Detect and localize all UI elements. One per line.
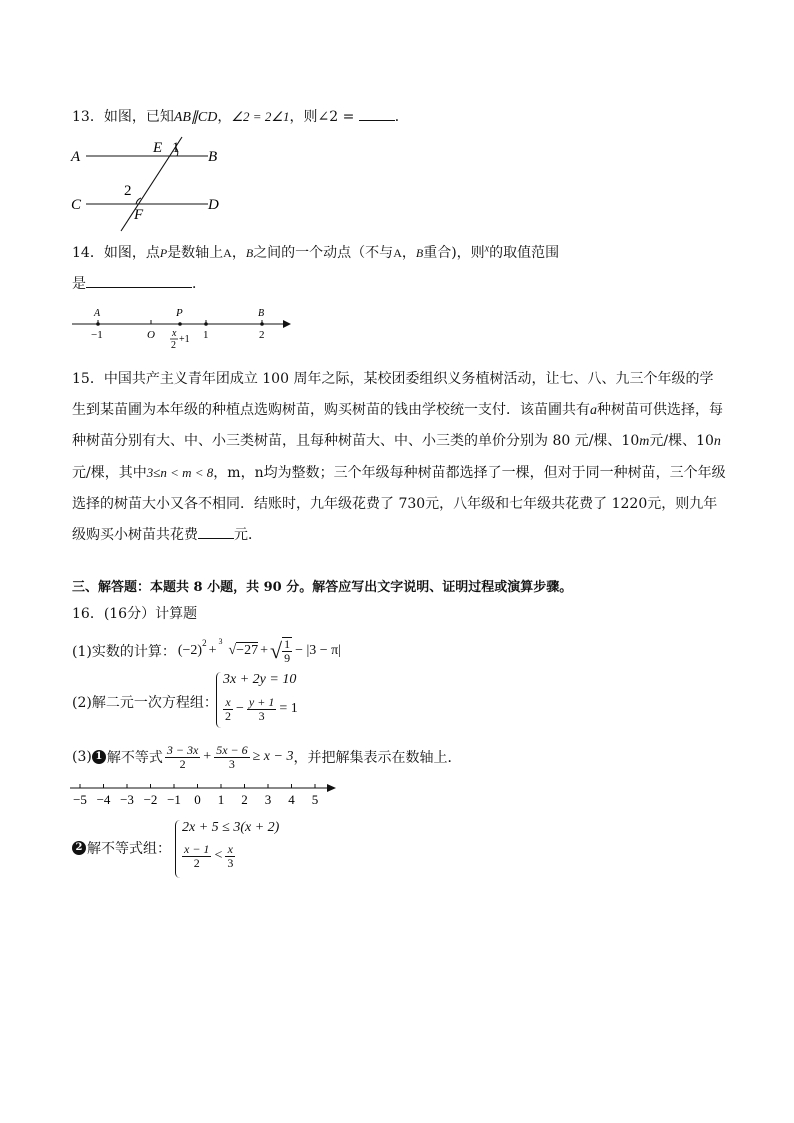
q13-number: 13． <box>72 109 104 125</box>
q16-p2-frac-1-den: 2 <box>225 708 231 723</box>
q16-p1-term-a: (−2) <box>177 643 203 658</box>
q14-var-a-2: A <box>393 246 402 260</box>
radical-sign-icon: √ <box>228 643 237 658</box>
axis-tick-label: 4 <box>288 792 295 807</box>
q15-text-3: 元/棵、10 <box>649 433 714 449</box>
q15-inequality: 3≤n < m < 8 <box>146 465 214 480</box>
axis-tick-label: −3 <box>120 792 134 807</box>
label-A: A <box>71 149 81 165</box>
q16-p1-exponent: 2 <box>202 638 207 648</box>
q16-p4-brace <box>175 820 180 878</box>
q16-p1-term-d: − |3 − π| <box>295 643 342 658</box>
q14-answer-blank[interactable] <box>86 275 192 288</box>
axis-tick-label: 5 <box>311 792 319 807</box>
label-a: A <box>94 308 101 319</box>
point-a <box>96 322 100 326</box>
q15-text-1: 中国共产主义青年团成立 100 周年之际，某校团委组织义务植树活动，让七、八、九三个年级的学生到某苗圃为本年级的种植点选购树苗，购买树苗的钱由学校统一支付．该苗圃共有 <box>72 371 714 418</box>
q16-p3-frac-1-num: 3 − 3x <box>166 742 199 757</box>
question-14 <box>72 242 559 262</box>
q16-p2-brace <box>216 672 221 728</box>
q13-text-post: ，则∠2 = <box>289 109 359 125</box>
q16-p2-eq2 <box>223 696 298 722</box>
q16-p3-frac-2 <box>214 744 249 770</box>
q13-end: ． <box>394 109 409 125</box>
label-B: B <box>208 149 218 165</box>
p-expr-num: x <box>172 328 177 339</box>
tick-label-minus-1: −1 <box>91 329 103 341</box>
q16-p3-frac-2-num: 5x − 6 <box>216 742 248 757</box>
axis-tick-label: 2 <box>241 792 248 807</box>
point-b <box>260 322 264 326</box>
q16-p2-frac-2 <box>247 696 276 722</box>
axis-tick-label: 1 <box>217 792 225 807</box>
q16-p4-frac-1-den: 2 <box>193 855 200 870</box>
circle-number-2-icon: 2 <box>72 841 86 855</box>
q14-var-x: x <box>484 243 490 255</box>
axis-arrow <box>283 320 291 328</box>
q14-var-b-2: B <box>415 246 424 260</box>
q16-p4-text: 解不等式组： <box>87 841 171 857</box>
q16-part-4 <box>72 838 171 858</box>
q16-p4-frac-2-den: 3 <box>227 855 234 870</box>
radical-sign-icon-2: √ <box>269 638 283 663</box>
q16-p3-tail: ，并把解集表示在数轴上． <box>293 750 462 766</box>
q16-p4-less-than: < <box>214 848 223 864</box>
axis-tick-label: 3 <box>264 792 272 807</box>
q16-p3-rhs: ≥ x − 3 <box>252 749 294 764</box>
q16-p3-text: 解不等式 <box>106 750 163 766</box>
q16-p2-eq1: 3x + 2y = 10 <box>223 672 297 687</box>
q15-var-a: a <box>590 403 597 418</box>
q16-p3-frac-2-den: 3 <box>228 756 235 771</box>
q14-text-b: 是数轴上 <box>167 245 224 261</box>
q13-sep: ， <box>217 109 232 125</box>
label-p: P <box>176 307 183 319</box>
question-14-line2 <box>72 273 206 293</box>
q15-answer-blank[interactable] <box>198 526 234 539</box>
label-o: O <box>147 329 155 341</box>
q14-text-a: 如图，点 <box>103 245 160 261</box>
label-D: D <box>208 197 219 213</box>
q16-p2-frac-2-num: y + 1 <box>248 695 275 709</box>
axis-arrow <box>327 784 336 792</box>
axis-tick-label: −1 <box>167 792 181 807</box>
p-expr-den: 2 <box>171 340 176 351</box>
label-E: E <box>153 140 163 156</box>
point-p <box>178 322 182 326</box>
q14-comma: ， <box>231 245 246 261</box>
question-15 <box>72 364 727 551</box>
circle-number-1-icon: 1 <box>92 750 106 764</box>
q16-p1-radicand: −27 <box>236 643 259 658</box>
q16-p3-frac-1-den: 2 <box>179 756 186 771</box>
q16-p1-plus-2: + <box>260 643 268 658</box>
q13-text-pre: 如图，已知 <box>103 109 174 125</box>
q15-var-m: m <box>639 434 650 449</box>
point-one <box>204 322 208 326</box>
q13-answer-blank[interactable] <box>359 108 395 121</box>
p-expr-tail: +1 <box>179 334 190 345</box>
q14-number: 14． <box>72 245 104 261</box>
q16-part-1 <box>72 634 341 668</box>
q16-p2-label: (2)解二元一次方程组： <box>72 695 218 711</box>
q16-p3-frac-1 <box>165 744 200 770</box>
q14-text-d: 重合)，则 <box>423 245 485 261</box>
q13-figure <box>66 135 256 235</box>
q16-p4-eq1: 2x + 5 ≤ 3(x + 2) <box>182 820 280 835</box>
q16-p4-frac-1-num: x − 1 <box>184 842 210 856</box>
label-b: B <box>258 308 265 319</box>
q16-part-3 <box>72 740 461 774</box>
q14-number-line <box>68 300 308 352</box>
q15-text-5: ，m，n均为整数；三个年级每种树苗都选择了一棵，但对于同一种树苗，三个年级选择的树苗大小又各不相同．结账时，九年级花费了 730元，八年级和七年级共花费了 1220元，则九年级购买小树苗共花费 <box>72 465 726 543</box>
q16-p1-root-index: 3 <box>218 637 223 646</box>
q14-text-c: 之间的一个动点（不与 <box>253 245 394 261</box>
q14-var-p: P <box>159 246 168 260</box>
q15-text-6: 元． <box>234 527 262 543</box>
q15-text-2: 种树苗可供选择，每种树苗分别有大、中、小三类树苗，且每种树苗大、中、小三类的单价分别为 80 元/棵、10 <box>72 402 723 449</box>
q16-p2-eq2-end: = 1 <box>279 701 298 717</box>
q13-condition: ∠2 = 2∠1 <box>231 109 290 124</box>
q15-var-n: n <box>713 434 721 449</box>
axis-tick-label: −2 <box>143 792 158 807</box>
tick-label-2: 2 <box>259 329 265 341</box>
q16-p1-frac <box>282 637 292 664</box>
label-angle-2: 2 <box>124 183 132 199</box>
q14-line2-pre: 是 <box>72 276 86 292</box>
q16-p1-cube-root <box>218 637 259 659</box>
q14-comma-2: ， <box>401 245 416 261</box>
section-3-heading: 三、解答题：本题共 8 小题，共 90 分。解答应写出文字说明、证明过程或演算步骤。 <box>72 580 573 595</box>
q16-p1-label: (1)实数的计算： <box>72 644 176 660</box>
q15-text-4: 元/棵，其中 <box>72 465 147 481</box>
tick-label-1: 1 <box>203 329 209 341</box>
q16-p3-number-line <box>68 776 348 812</box>
label-C: C <box>71 197 82 213</box>
q16-p3-label: (3) <box>72 749 92 765</box>
q14-line2-end: ． <box>192 276 206 292</box>
q14-var-a: A <box>223 246 232 260</box>
q16-header: 16．(16分）计算题 <box>72 606 198 622</box>
question-13 <box>72 106 409 126</box>
label-angle-1: 1 <box>172 140 180 156</box>
q16-p3-plus: + <box>203 749 212 764</box>
q16-p2-frac-1-num: x <box>223 696 233 710</box>
q16-p2-frac-1 <box>223 696 233 722</box>
axis-tick-label: 0 <box>194 792 201 807</box>
axis-tick-label: −5 <box>73 792 87 807</box>
q16-p2-frac-2-den: 3 <box>258 708 265 723</box>
q16-p4-frac-2-num: x <box>225 843 235 857</box>
q16-p4-eq2 <box>182 843 235 869</box>
q13-given: AB∥CD <box>173 110 218 125</box>
q16-p2-minus: − <box>236 701 244 717</box>
q16-p4-frac-1 <box>182 843 211 869</box>
axis-tick-label: −4 <box>96 792 111 807</box>
q16-p4-frac-2 <box>225 843 235 869</box>
q14-var-b: B <box>245 246 254 260</box>
q14-text-e: 的取值范围 <box>489 245 560 261</box>
q16-p1-plus-1: + <box>208 643 217 658</box>
q15-number: 15． <box>72 371 104 387</box>
q16-p1-sqrt-frac <box>270 637 292 664</box>
q16-p1-frac-num: 1 <box>284 637 291 652</box>
q16-p1-frac-den: 9 <box>284 651 291 665</box>
label-F: F <box>134 207 144 223</box>
